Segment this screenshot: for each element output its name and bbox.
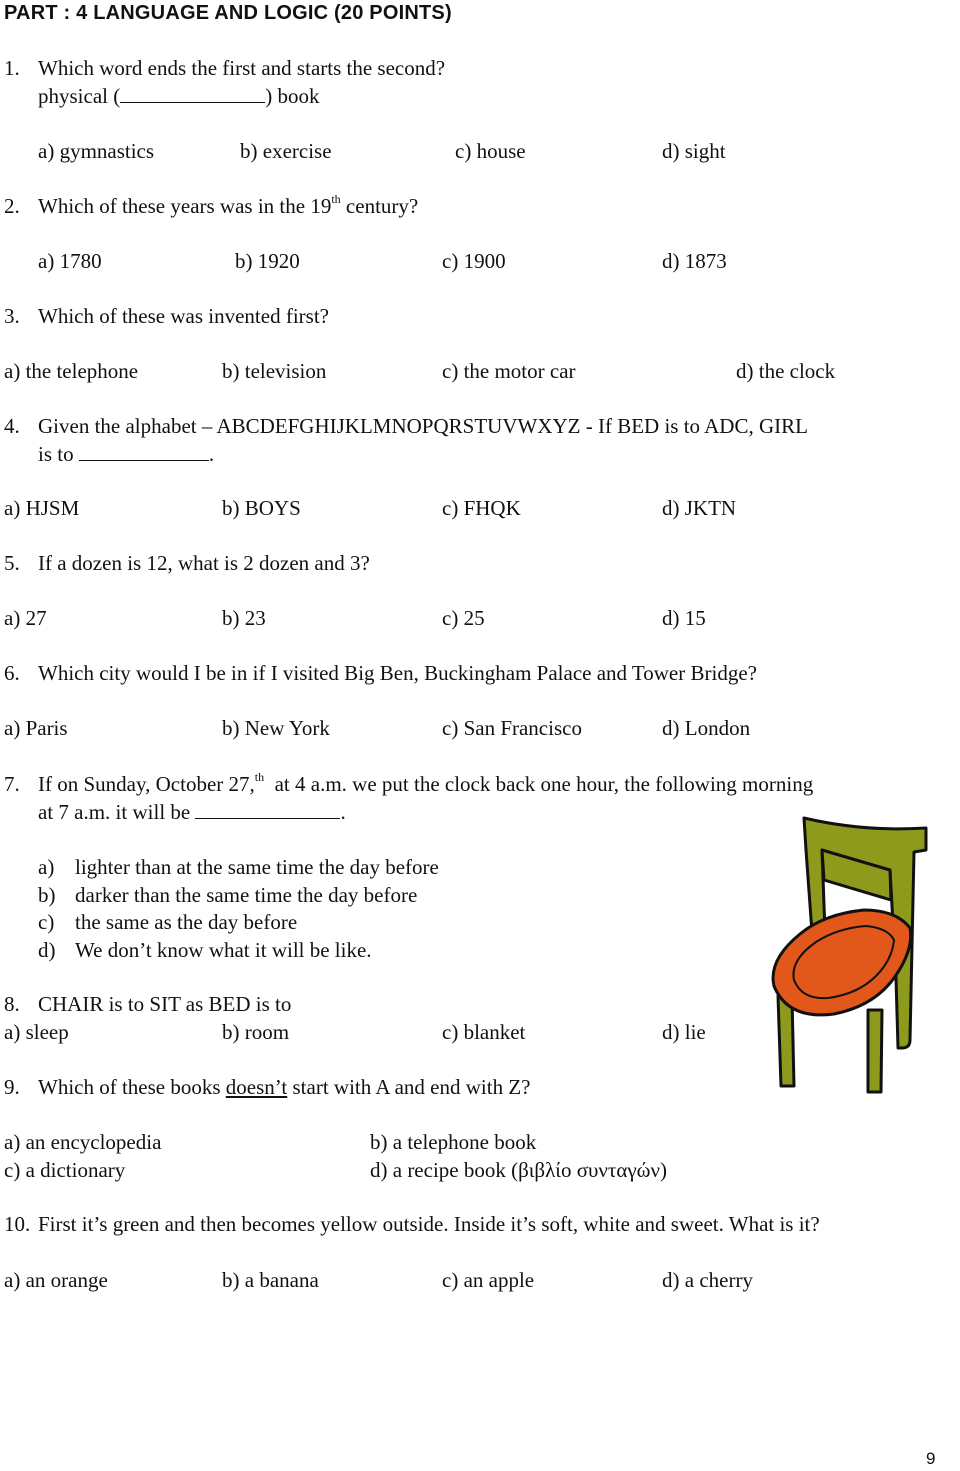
q7-option-a-text: lighter than at the same time the day before	[75, 855, 439, 879]
q7-option-b-letter: b)	[38, 883, 56, 907]
q2-text-pre: Which of these years was in the 19	[38, 194, 332, 218]
chair-icon	[764, 810, 934, 1100]
page-number: 9	[926, 1449, 936, 1468]
q6-number: 6.	[4, 661, 20, 685]
q7-text-pre: If on Sunday, October 27,	[38, 772, 255, 796]
q9-underlined-word: doesn’t	[225, 1075, 288, 1099]
q10-option-c: c) an apple	[442, 1268, 535, 1292]
q1-number: 1.	[4, 56, 20, 80]
q3-option-b: b) television	[222, 359, 327, 383]
q7-line2-pre: at 7 a.m. it will be	[38, 800, 191, 824]
q7-option-d-text: We don’t know what it will be like.	[75, 938, 372, 962]
q2-option-a: a) 1780	[38, 249, 102, 273]
q3-text: Which of these was invented first?	[38, 304, 329, 328]
q5-number: 5.	[4, 551, 20, 575]
q9-option-a: a) an encyclopedia	[4, 1130, 162, 1154]
q3-number: 3.	[4, 304, 20, 328]
part-title: PART : 4 LANGUAGE AND LOGIC (20 POINTS)	[4, 2, 452, 24]
q4-text: Given the alphabet – ABCDEFGHIJKLMNOPQRSTUVWXYZ - If BED is to ADC, GIRL	[38, 414, 808, 438]
q1-option-a: a) gymnastics	[38, 139, 155, 163]
q7-superscript: th	[254, 770, 265, 784]
q2-number: 2.	[4, 194, 20, 218]
chair-front-left-leg	[778, 996, 794, 1086]
q5-option-b: b) 23	[222, 606, 266, 630]
q7-option-c-text: the same as the day before	[75, 910, 298, 934]
q8-option-a: a) sleep	[4, 1020, 69, 1044]
q5-option-a: a) 27	[4, 606, 47, 630]
q8-number: 8.	[4, 992, 20, 1016]
q6-text: Which city would I be in if I visited Big Ben, Buckingham Palace and Tower Bridge?	[38, 661, 757, 685]
q8-text: CHAIR is to SIT as BED is to	[38, 992, 292, 1016]
q7-line2	[38, 800, 346, 824]
q10-option-b: b) a banana	[222, 1268, 319, 1292]
q2-option-c: c) 1900	[442, 249, 506, 273]
q10-text: First it’s green and then becomes yellow outside. Inside it’s soft, white and sweet. What is it?	[38, 1212, 820, 1236]
q1-option-d: d) sight	[662, 139, 726, 163]
q4-line2-pre: is to	[38, 442, 74, 466]
q9-text-post: start with A and end with Z?	[287, 1075, 531, 1099]
q1-text: Which word ends the first and starts the second?	[38, 56, 446, 80]
q3-option-a: a) the telephone	[4, 359, 139, 383]
q3-option-d: d) the clock	[736, 359, 836, 383]
q4-option-b: b) BOYS	[222, 496, 301, 520]
q4-option-d: d) JKTN	[662, 496, 737, 520]
q2-text	[38, 194, 418, 218]
q7-option-a-letter: a)	[38, 855, 55, 879]
q6-option-a: a) Paris	[4, 716, 68, 740]
q6-option-d: d) London	[662, 716, 751, 740]
q10-option-d: d) a cherry	[662, 1268, 753, 1292]
q1-option-c: c) house	[455, 139, 526, 163]
q7-option-b-text: darker than the same time the day before	[75, 883, 418, 907]
q7-line2-post: .	[340, 800, 346, 824]
q5-option-d: d) 15	[662, 606, 706, 630]
q9-option-c: c) a dictionary	[4, 1158, 126, 1182]
q9-text-pre: Which of these books	[38, 1075, 226, 1099]
q4-number: 4.	[4, 414, 20, 438]
q9-option-b: b) a telephone book	[370, 1130, 537, 1154]
q2-option-d: d) 1873	[662, 249, 727, 273]
q3-option-c: c) the motor car	[442, 359, 576, 383]
q6-option-c: c) San Francisco	[442, 716, 582, 740]
q10-number: 10.	[4, 1212, 31, 1236]
answer-blank	[79, 442, 209, 461]
q4-option-c: c) FHQK	[442, 496, 521, 520]
q5-text: If a dozen is 12, what is 2 dozen and 3?	[38, 551, 370, 575]
q2-option-b: b) 1920	[235, 249, 300, 273]
q5-option-c: c) 25	[442, 606, 485, 630]
q9-option-d: d) a recipe book (βιβλίο συνταγών)	[370, 1158, 667, 1182]
answer-blank	[195, 800, 340, 819]
q9-number: 9.	[4, 1075, 20, 1099]
q6-option-b: b) New York	[222, 716, 330, 740]
q1-option-b: b) exercise	[240, 139, 332, 163]
q4-line2	[38, 442, 214, 466]
q1-line2-pre: physical (	[38, 84, 121, 108]
q7-text	[38, 772, 813, 796]
chair-front-right-leg	[868, 1010, 882, 1092]
q8-option-b: b) room	[222, 1020, 290, 1044]
q10-option-a: a) an orange	[4, 1268, 108, 1292]
q2-text-post: century?	[340, 194, 419, 218]
q7-option-d-letter: d)	[38, 938, 56, 962]
q7-option-c-letter: c)	[38, 910, 55, 934]
q1-line2-post: ) book	[265, 84, 320, 108]
q4-line2-post: .	[208, 442, 215, 466]
q2-superscript: th	[331, 192, 341, 206]
q9-text	[38, 1075, 530, 1099]
q7-text-post: at 4 a.m. we put the clock back one hour, the following morning	[264, 772, 814, 796]
q8-option-c: c) blanket	[442, 1020, 526, 1044]
answer-blank	[120, 84, 265, 103]
q1-line2	[38, 84, 319, 108]
q8-option-d: d) lie	[662, 1020, 706, 1044]
q7-number: 7.	[4, 772, 20, 796]
q4-option-a: a) HJSM	[4, 496, 80, 520]
